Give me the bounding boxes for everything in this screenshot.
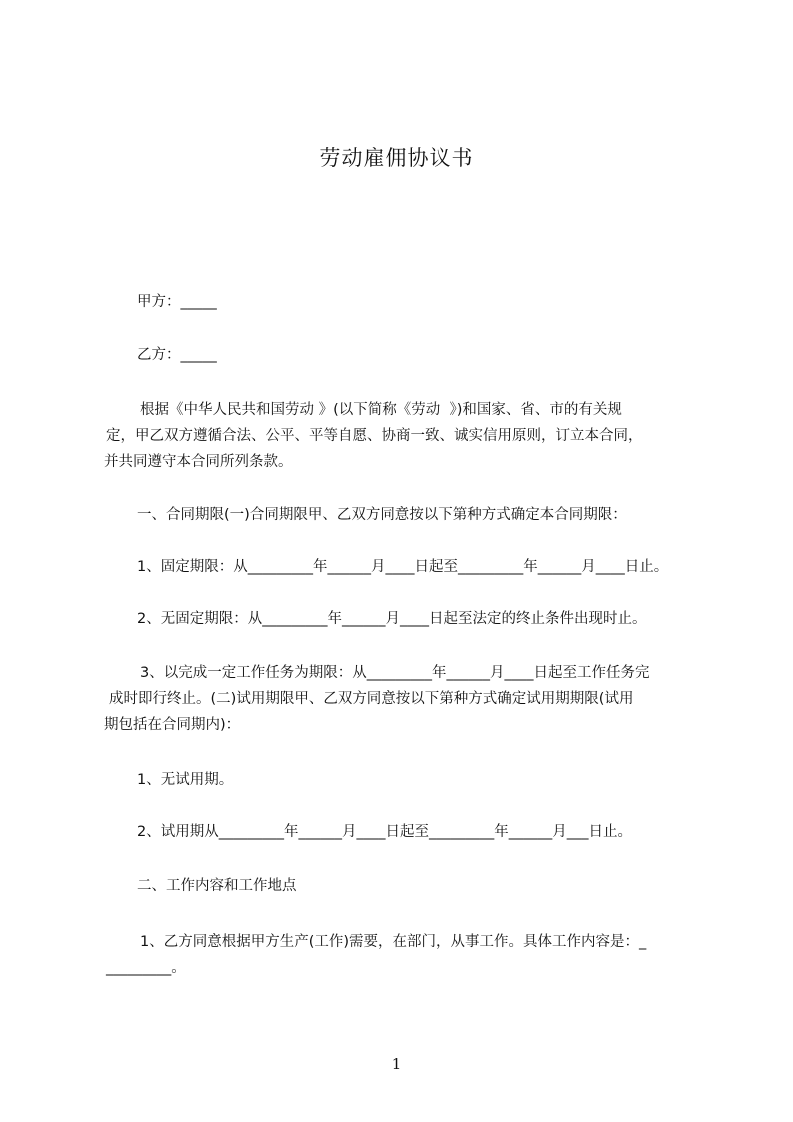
term-task-paragraph bbox=[106, 660, 726, 738]
term-open-line: 2、无固定期限：从_________年______月____日起至法定的终止条件出现时止。 bbox=[137, 611, 647, 627]
intro-line-3: 并共同遵守本合同所列条款。 bbox=[104, 454, 293, 470]
work-content-paragraph bbox=[106, 929, 726, 981]
section-1-heading: 一、合同期限(一)合同期限甲、乙双方同意按以下第种方式确定本合同期限： bbox=[137, 507, 627, 523]
term-task-line-2: 成时即行终止。(二)试用期限甲、乙双方同意按以下第种方式确定试用期期限(试用 bbox=[109, 691, 634, 707]
work-content-line-2: _________。 bbox=[106, 960, 186, 976]
page-number: 1 bbox=[391, 1055, 402, 1073]
document-title: 劳动雇佣协议书 bbox=[319, 146, 474, 170]
section-2-heading: 二、工作内容和工作地点 bbox=[137, 878, 297, 894]
work-content-line-1: 1、乙方同意根据甲方生产(工作)需要，在部门，从事工作。具体工作内容是：_ bbox=[140, 934, 647, 950]
intro-paragraph bbox=[106, 397, 726, 475]
probation-none-line: 1、无试用期。 bbox=[137, 772, 234, 788]
term-task-line-3: 期包括在合同期内)： bbox=[104, 717, 241, 733]
term-task-line-1: 3、以完成一定工作任务为期限：从_________年______月____日起至工作任务完 bbox=[140, 665, 650, 681]
party-b-line: 乙方：_____ bbox=[137, 347, 217, 363]
intro-line-1: 根据《中华人民共和国劳动 》(以下简称《劳动 》)和国家、省、市的有关规 bbox=[140, 402, 622, 418]
term-fixed-line: 1、固定期限：从_________年______月____日起至_________年______月____日止。 bbox=[137, 559, 669, 575]
intro-line-2: 定，甲乙双方遵循合法、公平、平等自愿、协商一致、诚实信用原则，订立本合同， bbox=[106, 428, 643, 444]
probation-period-line: 2、试用期从_________年______月____日起至_________年______月___日止。 bbox=[137, 824, 632, 840]
party-a-line: 甲方：_____ bbox=[137, 294, 217, 310]
